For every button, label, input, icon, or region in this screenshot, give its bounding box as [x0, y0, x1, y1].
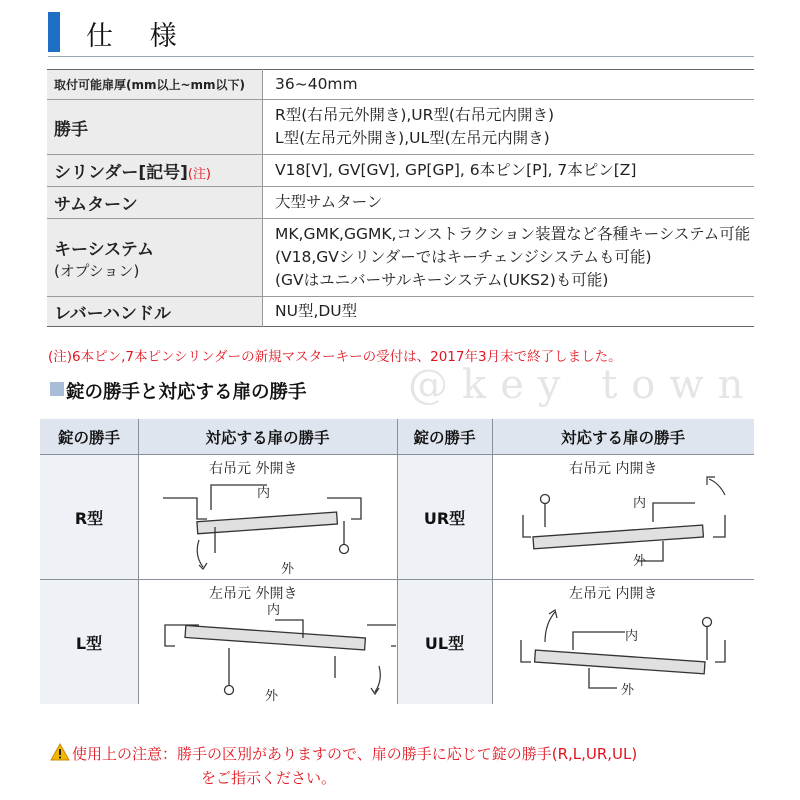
spec-key-text: シリンダー[記号] [54, 163, 188, 183]
inside-label: 内 [633, 496, 647, 511]
spec-key [47, 155, 263, 187]
spec-row-cylinder [47, 155, 754, 187]
diagram-caption: 左吊元 内開き [569, 586, 658, 602]
spec-value [263, 100, 755, 155]
inside-label: 内 [267, 603, 281, 618]
spec-value: V18[V], GV[GV], GP[GP], 6本ピン[P], 7本ピン[Z] [263, 155, 755, 187]
spec-key: サムターン [47, 187, 263, 219]
door-diagram-r [139, 455, 396, 579]
header-divider [48, 56, 754, 57]
diagram-caption: 左吊元 外開き [209, 586, 298, 602]
lock-type-ul: UL型 [397, 580, 492, 704]
warning-line1: 勝手の区別がありますので、扉の勝手に応じて錠の勝手(R,L,UR,UL) [177, 745, 638, 763]
spec-row-lever-handle [47, 297, 754, 327]
door-diagram-ul [493, 580, 753, 704]
spec-value-line: MK,GMK,GGMK,コンストラクション装置など各種キーシステム可能 [275, 225, 751, 243]
lock-type-l: L型 [40, 580, 138, 704]
outside-label: 外 [265, 689, 279, 704]
warning-text [72, 743, 637, 764]
spec-key [47, 219, 263, 297]
spec-value-line: R型(右吊元外開き),UR型(右吊元内開き) [275, 106, 555, 124]
spec-row-key-system [47, 219, 754, 297]
spec-key-sub: (オプション) [54, 261, 140, 280]
cylinder-footnote: (注)6本ピン,7本ピンシリンダーの新規マスターキーの受付は、2017年3月末で終了しました。 [48, 349, 622, 365]
inside-label: 内 [257, 486, 271, 501]
warning-icon [50, 743, 70, 761]
diagram-caption: 右吊元 外開き [209, 461, 298, 477]
head-lock-handing: 錠の勝手 [40, 419, 138, 455]
spec-value: 36~40mm [263, 70, 755, 100]
door-diagram-ur [493, 455, 753, 579]
handing-table [40, 419, 754, 704]
spec-value: NU型,DU型 [275, 302, 358, 320]
spec-value-line: (V18,GVシリンダーではキーチェンジシステムも可能) [275, 248, 652, 266]
spec-value-line: L型(左吊元外開き),UL型(左吊元内開き) [275, 129, 550, 147]
inside-label: 内 [625, 629, 639, 644]
section-title: 錠の勝手と対応する扉の勝手 [66, 382, 307, 403]
watermark: @key town [408, 362, 758, 408]
grid-line [397, 419, 398, 704]
head-door-handing: 対応する扉の勝手 [492, 419, 754, 455]
diagram-caption: 右吊元 内開き [569, 461, 658, 477]
spec-row-thumbturn [47, 187, 754, 219]
header-accent-bar [48, 12, 60, 52]
outside-label: 外 [281, 562, 295, 577]
spec-key-note: (注) [187, 167, 212, 182]
head-lock-handing: 錠の勝手 [397, 419, 492, 455]
spec-value [263, 219, 755, 297]
section-marker [50, 382, 64, 396]
spec-value: 大型サムターン [263, 187, 755, 219]
spec-key-text: キーシステム [54, 239, 154, 260]
outside-label: 外 [621, 683, 635, 698]
spec-value-line: (GVはユニバーサルキーシステム(UKS2)も可能) [275, 271, 609, 289]
lock-type-ur: UR型 [397, 455, 492, 579]
spec-row-handing [47, 100, 754, 155]
warning-label: 使用上の注意： [72, 745, 178, 763]
lock-type-r: R型 [40, 455, 138, 579]
warning-line2: をご指示ください。 [201, 769, 337, 787]
spec-row-door-thickness [47, 70, 754, 100]
spec-table [47, 69, 754, 327]
door-diagram-l [139, 580, 396, 704]
spec-key: 取付可能扉厚(mm以上~mm以下) [47, 70, 263, 100]
outside-label: 外 [633, 554, 647, 569]
page-title: 仕 様 [86, 21, 191, 52]
spec-key: レバーハンドル [47, 297, 263, 327]
head-door-handing: 対応する扉の勝手 [138, 419, 397, 455]
spec-key: 勝手 [47, 100, 263, 155]
